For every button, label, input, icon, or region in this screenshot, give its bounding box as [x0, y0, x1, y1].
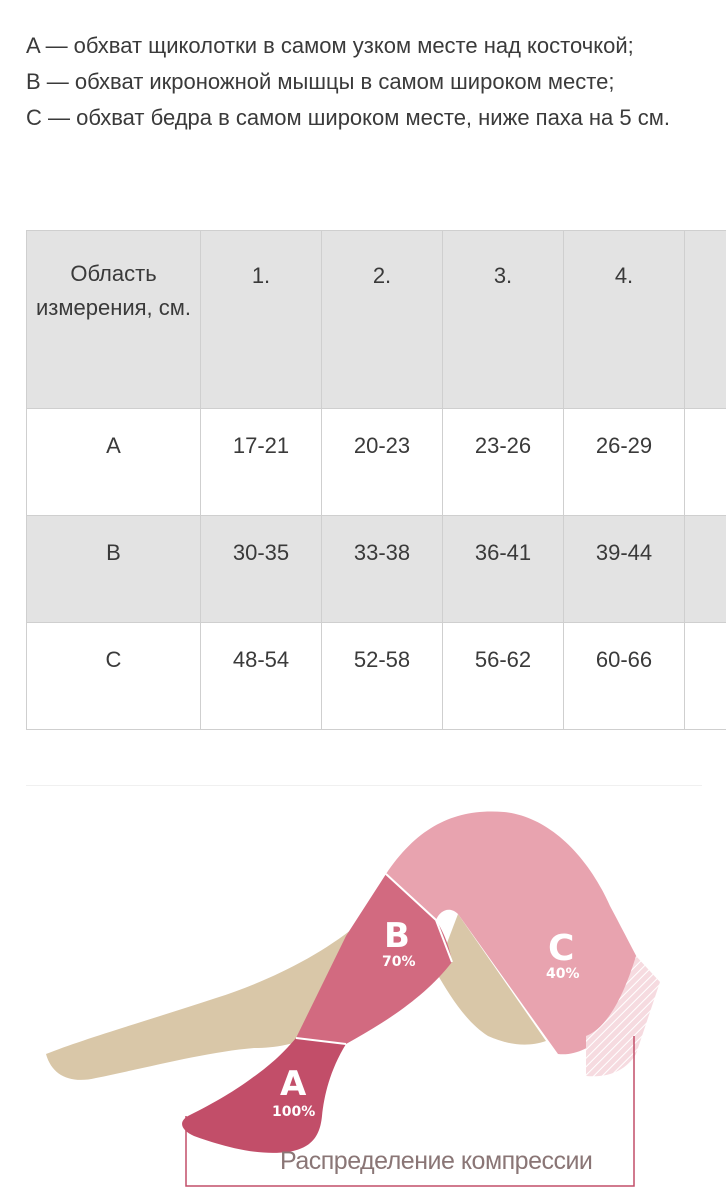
header-size-4: 4.	[564, 231, 685, 409]
header-size-2: 2.	[322, 231, 443, 409]
cell-b-1: 30-35	[201, 516, 322, 623]
zone-b-letter: B	[384, 916, 410, 956]
table-row	[27, 516, 726, 623]
row-label-b: B	[27, 516, 201, 623]
table-header-row	[27, 231, 726, 409]
cell-b-2: 33-38	[322, 516, 443, 623]
zone-c-percent: 40%	[546, 966, 580, 982]
zone-a-ankle	[182, 1038, 346, 1153]
row-label-a: A	[27, 409, 201, 516]
cell-b-3: 36-41	[443, 516, 564, 623]
figure-caption: Распределение компрессии	[280, 1147, 592, 1176]
intro-line-c: C — обхват бедра в самом широком месте, ниже паха на 5 см.	[26, 100, 702, 136]
intro-line-a: A — обхват щиколотки в самом узком месте над косточкой;	[26, 28, 702, 64]
row-label-c: C	[27, 623, 201, 730]
header-measure-area: Область измерения, см.	[27, 231, 201, 409]
cell-a-2: 20-23	[322, 409, 443, 516]
header-cell-extra	[685, 231, 726, 409]
cell-c-4: 60-66	[564, 623, 685, 730]
zone-c-letter: C	[548, 928, 574, 969]
cell-c-2: 52-58	[322, 623, 443, 730]
intro-line-b: B — обхват икроножной мышцы в самом широком месте;	[26, 64, 702, 100]
leg-illustration	[26, 786, 702, 1201]
zone-a-letter: A	[280, 1064, 306, 1104]
header-size-3: 3.	[443, 231, 564, 409]
table-row	[27, 623, 726, 730]
zone-a-percent: 100%	[272, 1104, 315, 1120]
cell-a-1: 17-21	[201, 409, 322, 516]
cell-c-extra	[685, 623, 726, 730]
cell-a-4: 26-29	[564, 409, 685, 516]
zone-b-percent: 70%	[382, 954, 416, 970]
cell-a-extra	[685, 409, 726, 516]
cell-c-1: 48-54	[201, 623, 322, 730]
table-row	[27, 409, 726, 516]
size-table-container[interactable]	[26, 230, 726, 731]
size-table	[26, 230, 726, 730]
header-size-1: 1.	[201, 231, 322, 409]
cell-b-4: 39-44	[564, 516, 685, 623]
measurement-description	[26, 28, 702, 136]
cell-c-3: 56-62	[443, 623, 564, 730]
cell-b-extra	[685, 516, 726, 623]
cell-a-3: 23-26	[443, 409, 564, 516]
compression-distribution-figure	[26, 785, 702, 1201]
